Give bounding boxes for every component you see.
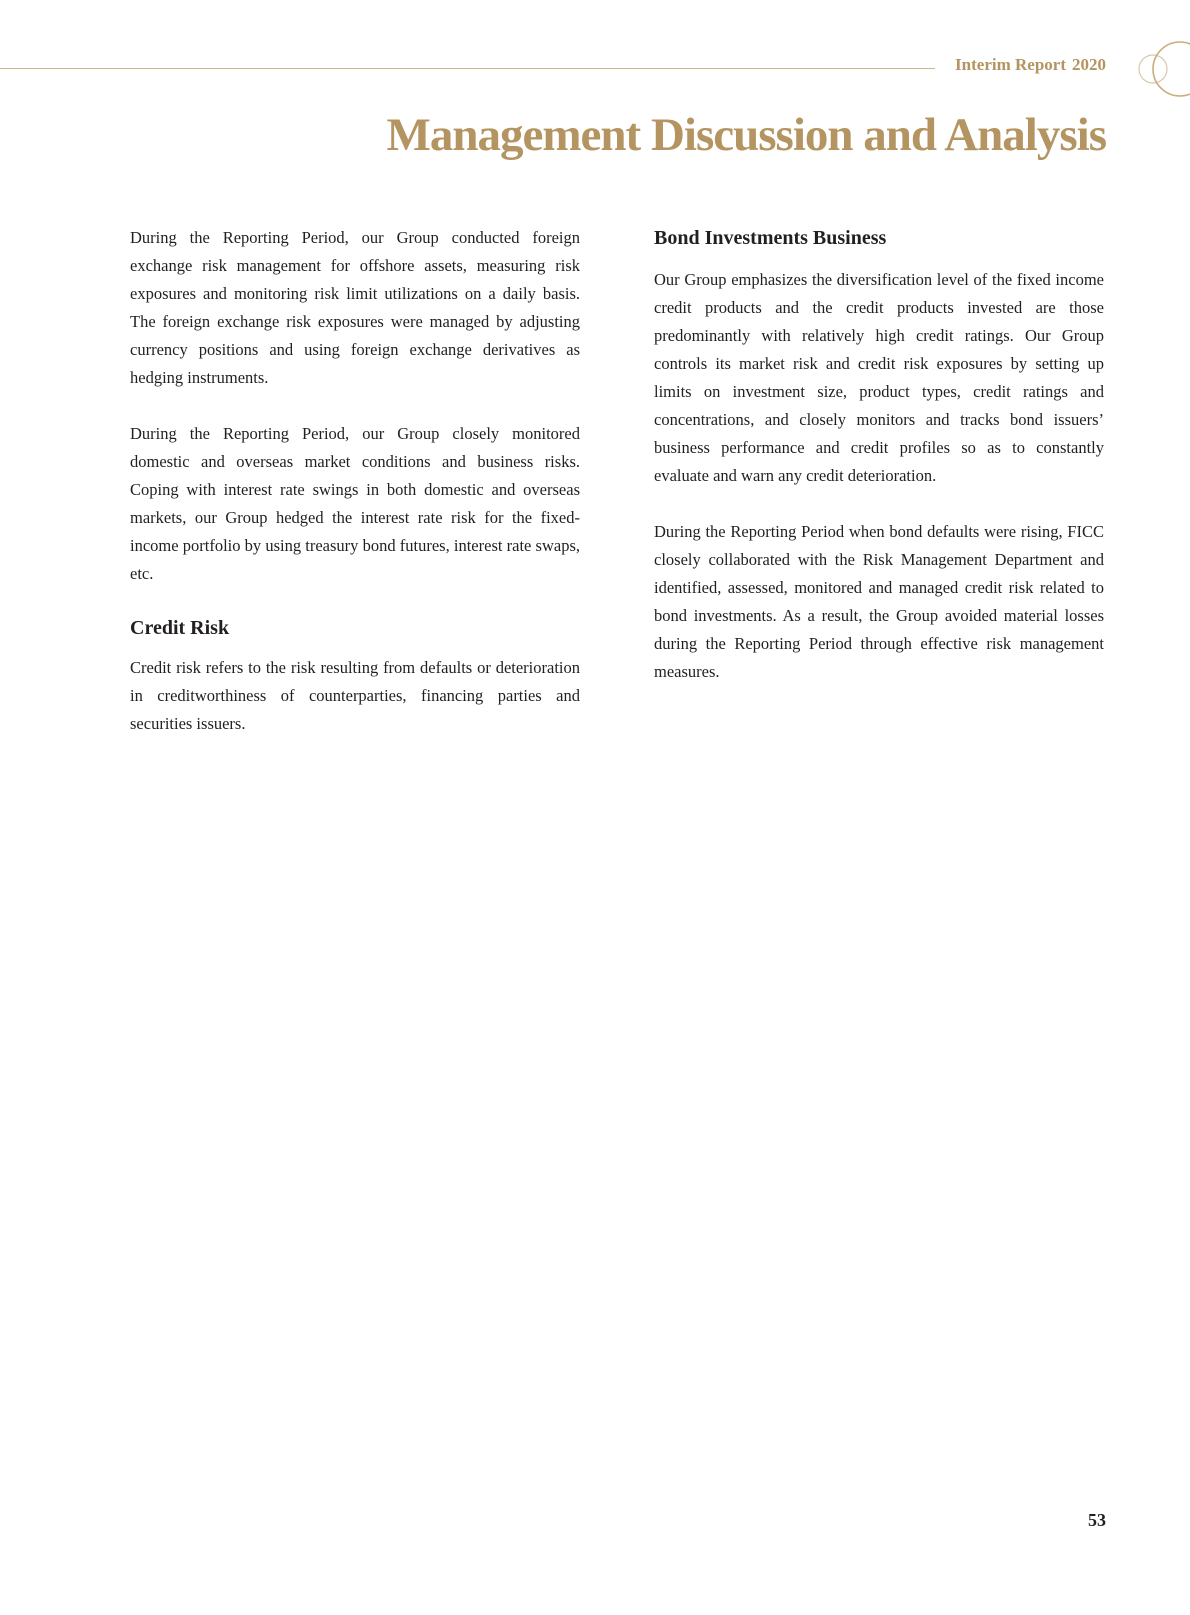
page-title: Management Discussion and Analysis: [386, 109, 1106, 161]
fx-risk-paragraph: During the Reporting Period, our Group conducted foreign exchange risk management for offshore assets, measuring risk exposures and monitoring risk limit utilizations on a daily basis. The foreign exchange risk exposures were managed by adjusting currency positions and using foreign exchange derivatives as hedging instruments.: [130, 228, 580, 387]
credit-risk-heading: Credit Risk: [130, 617, 230, 639]
report-label-text: Interim Report: [955, 55, 1066, 74]
decorative-circles-icon: [1136, 38, 1190, 102]
interest-rate-paragraph: During the Reporting Period, our Group closely monitored domestic and overseas market conditions and business risks. Coping with interest rate swings in both domestic and overseas markets, our Group hedged the interest rate risk for the fixed-income portfolio by using treasury bond futures, interest rate swaps, etc.: [130, 424, 580, 583]
credit-risk-paragraph: Credit risk refers to the risk resulting from defaults or deterioration in creditworthiness of counterparties, financing parties and securities issuers.: [130, 658, 580, 733]
bond-diversification-paragraph: Our Group emphasizes the diversification level of the fixed income credit products and the credit products invested are those predominantly with relatively high credit ratings. Our Group controls its market risk and credit risk exposures by setting up limits on investment size, product types, credit ratings and concentrations, and closely monitors and tracks bond issuers’ business performance and credit profiles so as to constantly evaluate and warn any credit deterioration.: [654, 270, 1104, 485]
report-year: 2020: [1072, 55, 1106, 74]
bond-defaults-paragraph: During the Reporting Period when bond defaults were rising, FICC closely collaborated with the Risk Management Department and identified, assessed, monitored and managed credit risk related to bond investments. As a result, the Group avoided material losses during the Reporting Period through effective risk management measures.: [654, 522, 1104, 681]
report-label: [955, 55, 1106, 75]
right-column: [654, 224, 1104, 686]
left-column: [130, 224, 580, 738]
page-number: 53: [1088, 1510, 1106, 1530]
bond-investments-heading: Bond Investments Business: [654, 227, 887, 249]
header-divider: [0, 68, 935, 69]
